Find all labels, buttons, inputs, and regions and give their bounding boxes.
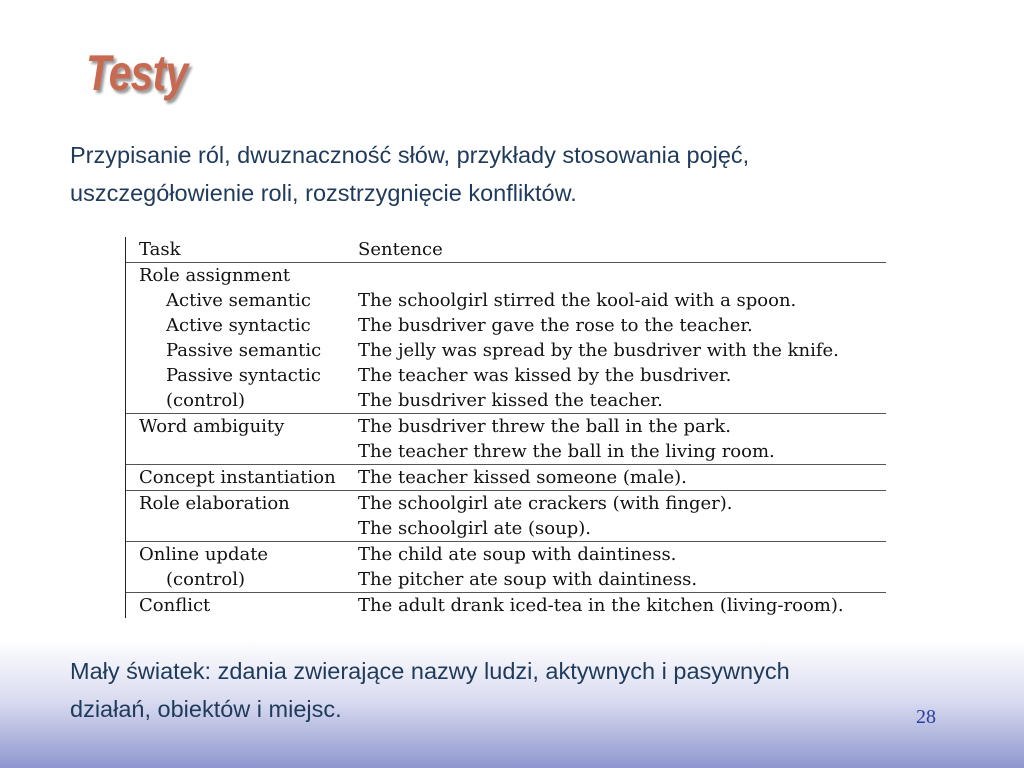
sentence-cell: The busdriver kissed the teacher. bbox=[358, 390, 663, 411]
sentence-cell: The pitcher ate soup with daintiness. bbox=[358, 569, 698, 590]
table-row bbox=[126, 363, 886, 388]
task-cell: (control) bbox=[166, 569, 245, 590]
table-group bbox=[126, 542, 886, 593]
intro-paragraph bbox=[70, 136, 970, 212]
task-cell: Online update bbox=[139, 544, 269, 565]
sentence-cell: The jelly was spread by the busdriver with the knife. bbox=[358, 340, 839, 361]
sentence-cell: The busdriver threw the ball in the park. bbox=[358, 416, 732, 437]
sentence-cell: The schoolgirl stirred the kool-aid with a spoon. bbox=[358, 290, 797, 311]
task-cell: Passive semantic bbox=[166, 340, 322, 361]
intro-line: uszczegółowienie roli, rozstrzygnięcie konfliktów. bbox=[70, 180, 577, 206]
table-group bbox=[126, 491, 886, 542]
tasks-table bbox=[125, 237, 886, 618]
table-row bbox=[126, 414, 886, 439]
header-sentence: Sentence bbox=[358, 239, 443, 260]
sentence-cell: The schoolgirl ate (soup). bbox=[358, 518, 591, 539]
sentence-cell: The teacher threw the ball in the living room. bbox=[358, 441, 775, 462]
task-cell bbox=[126, 516, 358, 541]
table-row bbox=[126, 593, 886, 618]
task-cell: Word ambiguity bbox=[139, 416, 285, 437]
intro-line: Przypisanie ról, dwuznaczność słów, przykłady stosowania pojęć, bbox=[70, 142, 750, 168]
table-row bbox=[126, 338, 886, 363]
table-row bbox=[126, 388, 886, 413]
table-row bbox=[126, 313, 886, 338]
table-row bbox=[126, 491, 886, 516]
task-cell: Passive syntactic bbox=[166, 365, 321, 386]
task-cell: Active syntactic bbox=[166, 315, 311, 336]
sentence-cell: The busdriver gave the rose to the teacher. bbox=[358, 315, 753, 336]
sentence-cell: The teacher kissed someone (male). bbox=[358, 467, 687, 488]
table-header-row bbox=[126, 237, 886, 263]
table-row bbox=[126, 542, 886, 567]
outro-paragraph bbox=[70, 652, 970, 728]
task-cell: (control) bbox=[166, 390, 245, 411]
outro-line: działań, obiektów i miejsc. bbox=[70, 696, 342, 722]
table-row bbox=[126, 567, 886, 592]
task-cell: Role elaboration bbox=[139, 493, 290, 514]
table-row bbox=[126, 263, 886, 288]
sentence-cell: The schoolgirl ate crackers (with finger). bbox=[358, 493, 733, 514]
task-cell: Role assignment bbox=[139, 265, 291, 286]
page-number: 28 bbox=[916, 706, 936, 728]
table-group bbox=[126, 465, 886, 491]
table-row bbox=[126, 516, 886, 541]
sentence-cell bbox=[358, 263, 886, 288]
slide-title: Testy bbox=[86, 45, 188, 101]
header-task: Task bbox=[139, 239, 181, 260]
task-cell: Concept instantiation bbox=[139, 467, 336, 488]
table-row bbox=[126, 465, 886, 490]
table-group bbox=[126, 414, 886, 465]
sentence-cell: The adult drank iced-tea in the kitchen (living-room). bbox=[358, 595, 844, 616]
table-group bbox=[126, 263, 886, 414]
sentence-cell: The child ate soup with daintiness. bbox=[358, 544, 677, 565]
table-group bbox=[126, 593, 886, 618]
sentence-cell: The teacher was kissed by the busdriver. bbox=[358, 365, 732, 386]
table-row bbox=[126, 439, 886, 464]
task-cell bbox=[126, 439, 358, 464]
task-cell: Active semantic bbox=[166, 290, 311, 311]
table-row bbox=[126, 288, 886, 313]
outro-line: Mały światek: zdania zwierające nazwy ludzi, aktywnych i pasywnych bbox=[70, 658, 790, 684]
task-cell: Conflict bbox=[139, 595, 211, 616]
